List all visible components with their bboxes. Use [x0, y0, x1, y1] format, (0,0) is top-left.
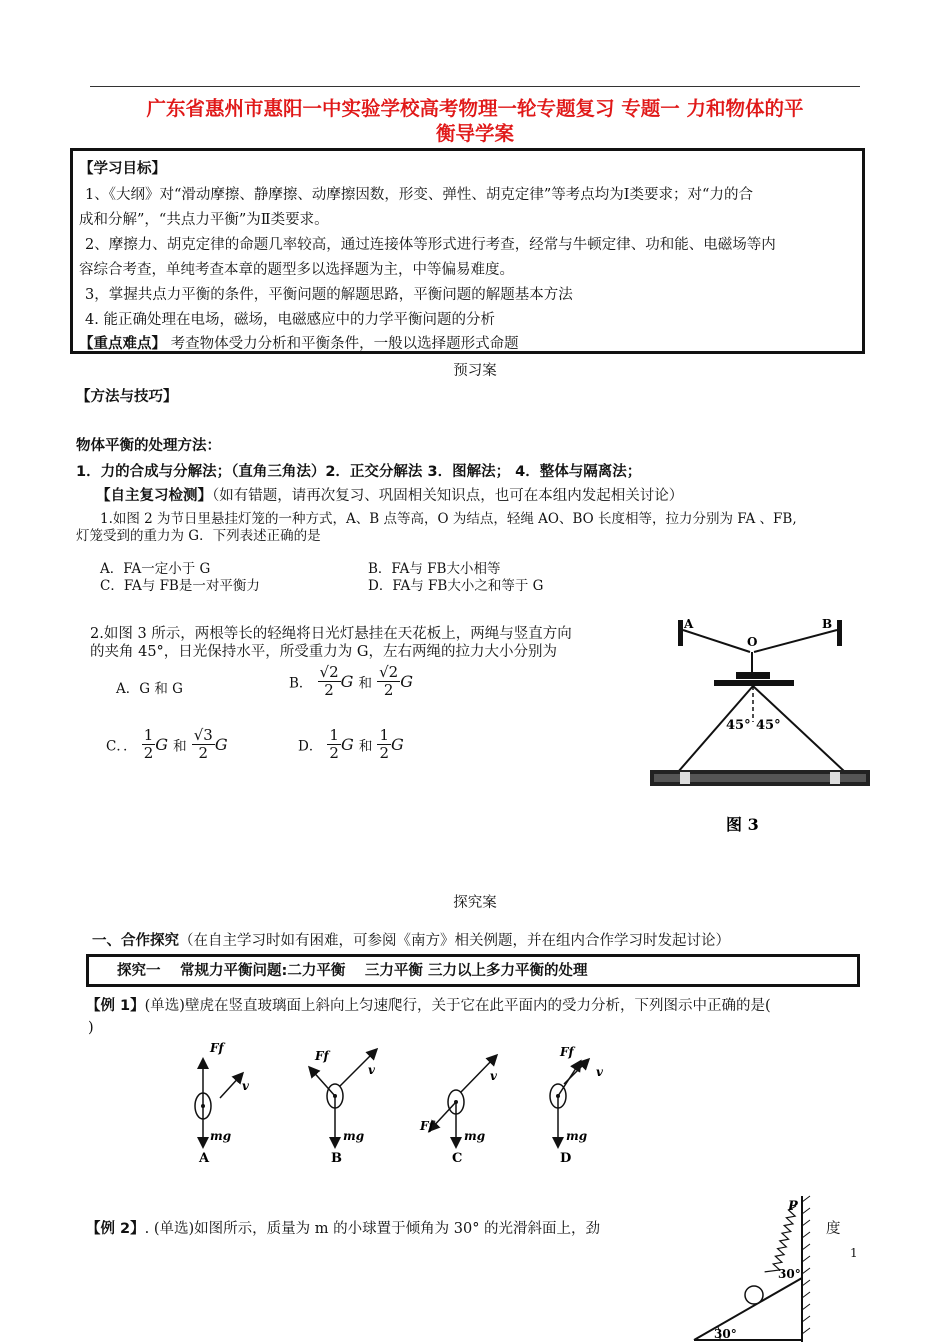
objectives-box: [70, 148, 865, 354]
fig3-label-o: O: [747, 635, 758, 649]
q2-stem-1: 2.如图 3 所示，两根等长的轻绳将日光灯悬挂在天花板上，两绳与竖直方向: [90, 626, 572, 642]
fig3-label-a: A: [684, 617, 694, 631]
q1-option-a: A．FA一定小于 G: [100, 561, 211, 577]
example-2-stem: 【例 2】. (单选)如图所示，质量为 m 的小球置于倾角为 30° 的光滑斜面上，劲: [86, 1221, 601, 1237]
preview-section-title: 预习案: [453, 363, 497, 379]
explore-section-title: 探究案: [453, 895, 497, 911]
q2-stem-2: 的夹角 45°，日光保持水平，所受重力为 G，左右两绳的拉力大小分别为: [90, 644, 557, 660]
incline-spring-diagram: [690, 1192, 820, 1344]
fig3-angle-right: 45°: [756, 718, 781, 733]
c-v-label: v: [490, 1069, 497, 1083]
option-c-label: C: [452, 1151, 463, 1166]
methods-subheading: 物体平衡的处理方法：: [76, 438, 221, 454]
option-b-label: B: [331, 1151, 342, 1166]
a-ff-label: Ff: [210, 1041, 224, 1055]
topic-1: 探究一 常规力平衡问题:二力平衡 三力平衡 三力以上多力平衡的处理: [117, 963, 588, 979]
example-1-stem: 【例 1】(单选)壁虎在竖直玻璃面上斜向上匀速爬行，关于它在此平面内的受力分析，下列图示中正确的是(: [86, 998, 771, 1014]
page-title: 广东省惠州市惠阳一中实验学校高考物理一轮专题复习 专题一 力和物体的平 衡导学案: [146, 97, 804, 145]
incline-angle-base: 30°: [714, 1327, 737, 1341]
option-a-label: A: [199, 1151, 210, 1166]
figure-3-diagram: [640, 612, 880, 842]
example-1-diagrams: [180, 1038, 640, 1168]
fig3-angle-left: 45°: [726, 718, 751, 733]
header-rule: [90, 86, 860, 87]
q1-option-d: D．FA与 FB大小之和等于 G: [368, 578, 544, 594]
page-number: 1: [850, 1246, 858, 1260]
incline-angle-top: 30°: [778, 1267, 801, 1281]
objectives-heading: 【学习目标】: [79, 161, 166, 177]
a-mg-label: mg: [210, 1129, 232, 1143]
option-d-label: D: [560, 1151, 572, 1166]
q1-option-b: B．FA与 FB大小相等: [368, 561, 501, 577]
q1-option-c: C．FA与 FB是一对平衡力: [100, 578, 260, 594]
b-mg-label: mg: [343, 1129, 365, 1143]
q2-option-d: D． $\frac{1}{2}$ G 和 $\frac{1}{2}$ G: [298, 726, 404, 762]
example-1-close: ): [88, 1020, 94, 1036]
methods-heading: 【方法与技巧】: [76, 389, 178, 405]
q2-option-b: B． $\frac{√2}{2}$ G 和 $\frac{√2}{2}$ G: [289, 663, 413, 699]
a-v-label: v: [242, 1079, 249, 1093]
q2-option-c: C．． $\frac{1}{2}$ G 和 $\frac{√3}{2}$ G: [106, 726, 228, 762]
c-mg-label: mg: [464, 1129, 486, 1143]
objective-1b: 成和分解”，“共点力平衡”为Ⅱ类要求。: [79, 212, 329, 228]
topic-box: [86, 954, 860, 987]
b-v-label: v: [368, 1063, 375, 1077]
q1-stem-1: 1.如图 2 为节日里悬挂灯笼的一种方式，A、B 点等高，O 为结点，轻绳 AO、BO 长度相等，拉力分别为 FA 、FB,: [100, 511, 797, 527]
objective-1a: 1、《大纲》对“滑动摩擦、静摩擦、动摩擦因数，形变、弹性、胡克定律”等考点均为Ⅰ类要求；对“力的合: [85, 187, 753, 203]
cooperative-inquiry: 一、合作探究（在自主学习时如有困难，可参阅《南方》相关例题，并在组内合作学习时发起讨论）: [92, 933, 730, 949]
q1-stem-2: 灯笼受到的重力为 G．下列表述正确的是: [76, 528, 321, 544]
fig3-label-b: B: [822, 617, 833, 631]
objective-3: 3，掌握共点力平衡的条件，平衡问题的解题思路，平衡问题的解题基本方法: [85, 287, 573, 303]
b-ff-label: Ff: [315, 1049, 329, 1063]
d-mg-label: mg: [566, 1129, 588, 1143]
example-2-trail: 度: [826, 1221, 841, 1237]
option-c-diagram: [430, 1056, 496, 1146]
d-v-label: v: [596, 1065, 603, 1079]
self-check: 【自主复习检测】（如有错题，请再次复习、巩固相关知识点，也可在本组内发起相关讨论）: [96, 488, 684, 504]
fig3-caption: 图 3: [726, 815, 759, 834]
key-points: 【重点难点】 考查物体受力分析和平衡条件，一般以选择题形式命题: [79, 336, 519, 352]
d-ff-label: Ff: [560, 1045, 574, 1059]
objective-2a: 2、摩擦力、胡克定律的命题几率较高，通过连接体等形式进行考查，经常与牛顿定律、功和能、电磁场等内: [85, 237, 776, 253]
q2-option-a: A．G 和 G: [116, 681, 183, 697]
objective-2b: 容综合考查，单纯考查本章的题型多以选择题为主，中等偏易难度。: [79, 262, 514, 278]
methods-list: 1．力的合成与分解法；（直角三角法）2．正交分解法 3．图解法； 4．整体与隔离法；: [76, 464, 642, 480]
c-ff-label: Ff: [420, 1119, 434, 1133]
objective-4: 4. 能正确处理在电场，磁场，电磁感应中的力学平衡问题的分析: [85, 312, 495, 328]
incline-label-p: P: [788, 1199, 798, 1214]
